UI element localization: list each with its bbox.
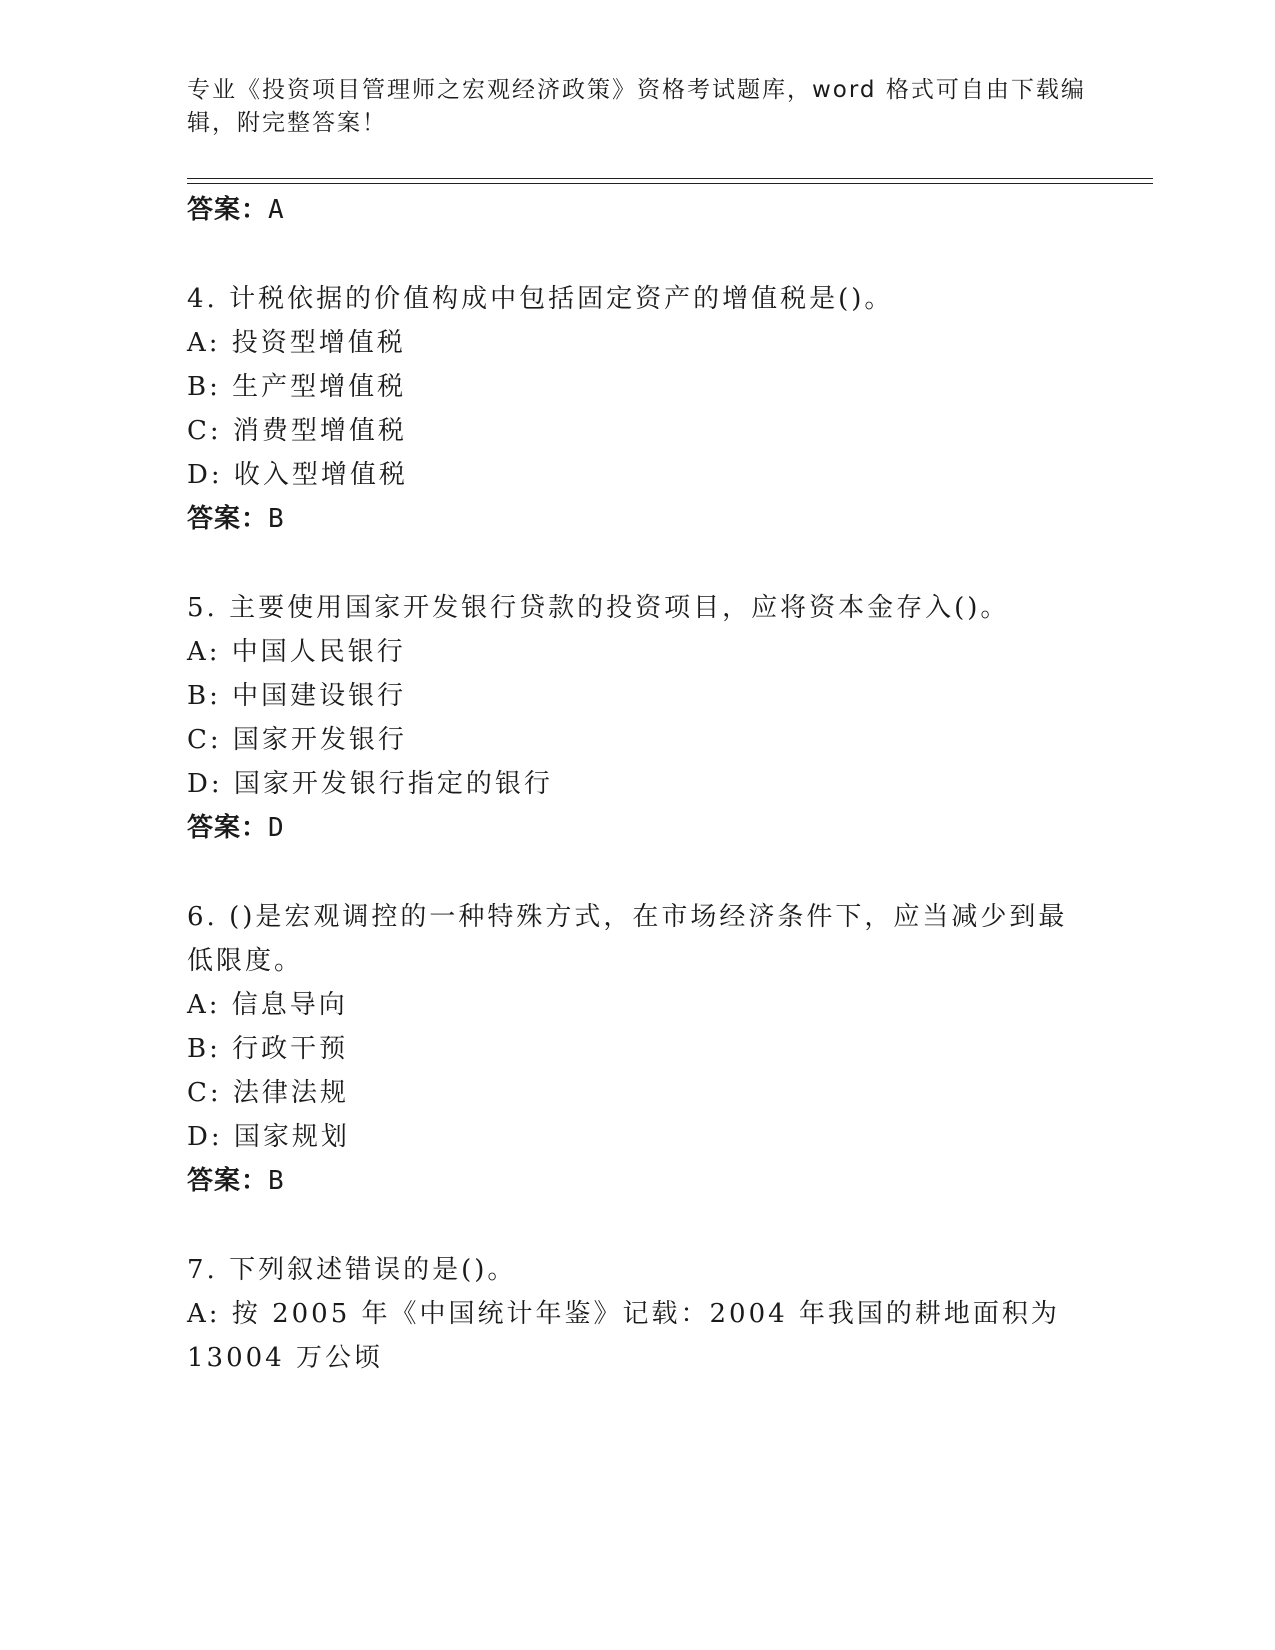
option-a: A: 按 2005 年《中国统计年鉴》记载：2004 年我国的耕地面积为 [187,1299,1060,1329]
answer-line [187,1163,285,1199]
option-b: B: 行政干预 [187,1034,349,1064]
answer-value: B [268,1166,285,1196]
header-line-2: 辑，附完整答案！ [187,110,387,136]
header-rule-bottom [187,183,1153,184]
question-stem: 4. 计税依据的价值构成中包括固定资产的增值税是()。 [187,284,894,314]
answer-value: A [268,195,285,225]
option-d: D: 收入型增值税 [187,460,408,490]
option-b: B: 中国建设银行 [187,681,407,711]
answer-line-q3 [187,192,285,228]
option-a: A: 投资型增值税 [187,328,406,358]
header-line-1: 专业《投资项目管理师之宏观经济政策》资格考试题库，word 格式可自由下载编 [187,77,1086,103]
option-a: A: 中国人民银行 [187,637,406,667]
answer-line [187,501,285,537]
option-c: C: 法律法规 [187,1078,349,1108]
answer-label: 答案： [187,504,269,534]
option-a: A: 信息导向 [187,990,348,1020]
option-c: C: 消费型增值税 [187,416,407,446]
question-stem: 6. ()是宏观调控的一种特殊方式，在市场经济条件下，应当减少到最 [187,902,1068,932]
answer-label: 答案： [187,813,269,843]
option-a-continued: 13004 万公顷 [187,1343,383,1373]
header-rule-top [187,178,1153,179]
answer-value: D [268,813,285,843]
option-c: C: 国家开发银行 [187,725,407,755]
option-d: D: 国家规划 [187,1122,350,1152]
option-d: D: 国家开发银行指定的银行 [187,769,553,799]
option-b: B: 生产型增值税 [187,372,407,402]
answer-label: 答案： [187,195,269,225]
answer-label: 答案： [187,1166,269,1196]
answer-value: B [268,504,285,534]
question-stem-continued: 低限度。 [187,946,304,976]
answer-line [187,810,285,846]
question-stem: 5. 主要使用国家开发银行贷款的投资项目，应将资本金存入()。 [187,593,1010,623]
question-stem: 7. 下列叙述错误的是()。 [187,1255,517,1285]
document-header [187,74,1087,140]
